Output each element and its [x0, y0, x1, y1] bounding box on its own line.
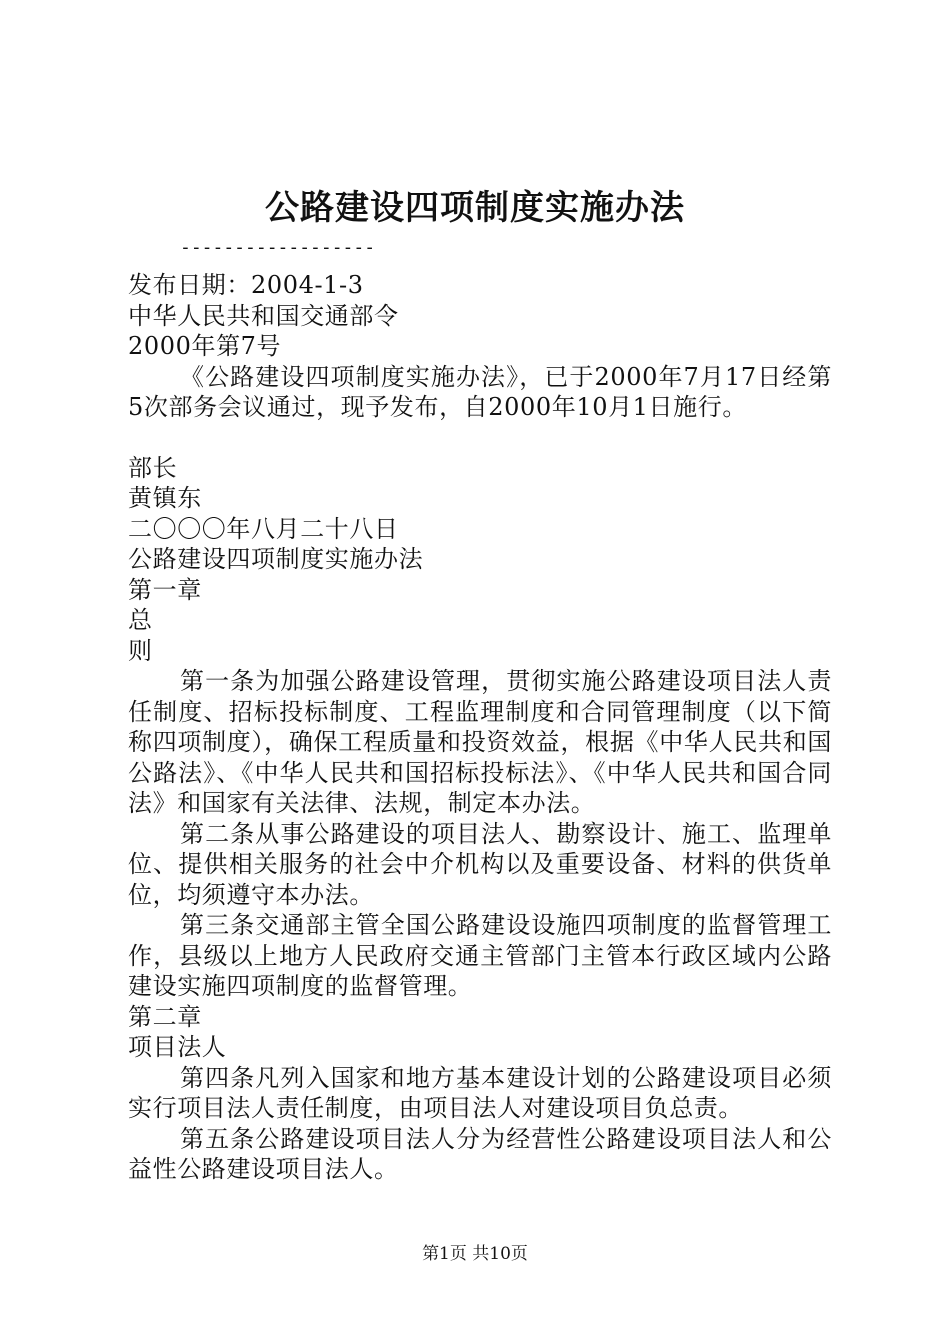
- issuer: 中华人民共和国交通部令: [128, 301, 399, 330]
- chapter-1-name-part-1: 总: [128, 606, 153, 634]
- chapter-2-name: 项目法人: [128, 1033, 227, 1061]
- publish-date: 发布日期：2004-1-3: [128, 271, 364, 299]
- chapter-1-heading: 第一章: [128, 575, 202, 604]
- document-body: [128, 270, 832, 1185]
- chapter-2-heading: 第二章: [128, 1002, 202, 1031]
- article-1: 第一条为加强公路建设管理，贯彻实施公路建设项目法人责任制度、招标投标制度、工程监理制度和合同管理制度（以下简称四项制度），确保工程质量和投资效益，根据《中华人民共和国公路法》、《中华人民共和国招标投标法》、《中华人民共和国合同法》和国家有关法律、法规，制定本办法。: [128, 667, 832, 817]
- order-number: 2000年第7号: [128, 332, 282, 360]
- minister-title: 部长: [128, 453, 178, 482]
- article-5: 第五条公路建设项目法人分为经营性公路建设项目法人和公益性公路建设项目法人。: [128, 1124, 832, 1183]
- sign-date: 二〇〇〇年八月二十八日: [128, 514, 399, 543]
- page-footer: 第1页 共10页: [422, 1244, 528, 1264]
- article-2: 第二条从事公路建设的项目法人、勘察设计、施工、监理单位、提供相关服务的社会中介机构以及重要设备、材料的供货单位，均须遵守本办法。: [128, 819, 832, 909]
- chapter-1-name-part-2: 则: [128, 636, 153, 665]
- article-3: 第三条交通部主管全国公路建设设施四项制度的监督管理工作，县级以上地方人民政府交通主管部门主管本行政区域内公路建设实施四项制度的监督管理。: [128, 911, 832, 1000]
- announcement-paragraph: 《公路建设四项制度实施办法》，已于2000年7月17日经第5次部务会议通过，现予发布，自2000年10月1日施行。: [128, 362, 832, 421]
- article-4: 第四条凡列入国家和地方基本建设计划的公路建设项目必须实行项目法人责任制度，由项目法人对建设项目负总责。: [128, 1063, 832, 1122]
- spacer: [128, 423, 832, 453]
- document-title: 公路建设四项制度实施办法: [265, 188, 685, 228]
- subtitle: 公路建设四项制度实施办法: [128, 545, 424, 573]
- minister-name: 黄镇东: [128, 484, 202, 512]
- separator-rule: ------------------: [180, 237, 376, 258]
